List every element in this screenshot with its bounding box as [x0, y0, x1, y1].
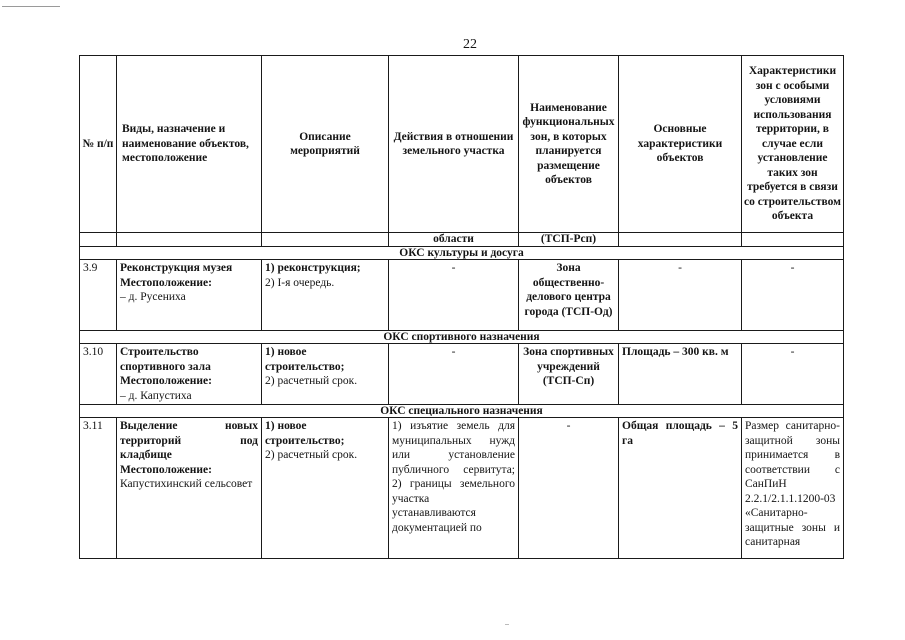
description-item: 1) новое строительство; — [265, 346, 345, 373]
description-cell — [262, 260, 389, 331]
location-label: Местоположение: — [120, 463, 212, 476]
description-item: 2) расчетный срок. — [265, 375, 358, 387]
row-number: 3.9 — [80, 260, 117, 331]
table-row — [80, 260, 844, 331]
header-restrictions: Характеристики зон с особыми условиями использования территории, в случае если установление таких зон требуется в связи со строительством объекта — [742, 56, 844, 233]
title-word: Выделение — [120, 420, 178, 432]
row-number: 3.10 — [80, 344, 117, 405]
object-title: Реконструкция музея — [120, 262, 233, 274]
object-title: Строительство спортивного зала — [120, 346, 211, 373]
restrictions-cell: - — [742, 344, 844, 405]
zone-cell: Зона спортивных учреждений (ТСП-Сп) — [519, 344, 619, 405]
description-cell — [262, 344, 389, 405]
actions-cell: - — [389, 344, 519, 405]
continuation-row — [80, 233, 844, 247]
title-word: территорий — [120, 434, 182, 447]
section-row-special — [80, 405, 844, 418]
section-title-culture: ОКС культуры и досуга — [80, 247, 844, 260]
title-word: новых — [224, 420, 258, 432]
continuation-zone: (ТСП-Рсп) — [519, 233, 619, 247]
description-item: 2) I-я очередь. — [265, 276, 335, 289]
description-item: 2) расчетный срок. — [265, 449, 358, 461]
description-cell — [262, 418, 389, 559]
scan-dot — [505, 624, 509, 625]
row-number: 3.11 — [80, 418, 117, 559]
object-title-line — [120, 419, 258, 434]
object-cell — [117, 344, 262, 405]
header-objects: Виды, назначение и наименование объектов, местоположение — [117, 56, 262, 233]
location-value: – д. Капустиха — [120, 389, 192, 402]
object-cell — [117, 260, 262, 331]
header-characteristics: Основные характеристики объектов — [619, 56, 742, 233]
table-row — [80, 344, 844, 405]
object-title-line: кладбище — [120, 449, 172, 461]
restrictions-cell: Размер санитарно-защитной зоны принимается в соответствии с СанПиН 2.2.1/2.1.1.1200-03 «Санитарно-защитные зоны и санитарная — [742, 418, 844, 559]
restrictions-cell: - — [742, 260, 844, 331]
object-cell — [117, 418, 262, 559]
section-title-sport: ОКС спортивного назначения — [80, 331, 844, 344]
section-row-sport — [80, 331, 844, 344]
location-label: Местоположение: — [120, 276, 212, 289]
location-value: – д. Русениха — [120, 291, 186, 303]
description-item: 1) реконструкция; — [265, 262, 361, 274]
header-zones: Наименование функциональных зон, в которых планируется размещение объектов — [519, 56, 619, 233]
location-value: Капустихинский сельсовет — [120, 478, 253, 490]
objects-table — [79, 55, 844, 559]
table-row — [80, 418, 844, 559]
location-label: Местоположение: — [120, 375, 212, 387]
object-title-line — [120, 434, 258, 449]
zone-cell: - — [519, 418, 619, 559]
characteristics-cell: Общая площадь – 5 га — [619, 418, 742, 559]
characteristics-cell: - — [619, 260, 742, 331]
header-num: № п/п — [80, 56, 117, 233]
corner-line — [2, 6, 60, 7]
title-word: под — [240, 434, 258, 447]
header-actions: Действия в отношении земельного участка — [389, 56, 519, 233]
characteristics-cell: Площадь – 300 кв. м — [619, 344, 742, 405]
section-title-special: ОКС специального назначения — [80, 405, 844, 418]
section-row-culture — [80, 247, 844, 260]
table-header-row — [80, 56, 844, 233]
zone-cell: Зона общественно-делового центра города (ТСП-Од) — [519, 260, 619, 331]
actions-cell: 1) изъятие земель для муниципальных нужд или установление публичного сервитута; 2) границы земельного участка устанавливаются документацией по — [389, 418, 519, 559]
actions-cell: - — [389, 260, 519, 331]
header-description: Описание мероприятий — [262, 56, 389, 233]
continuation-actions: области — [389, 233, 519, 247]
description-item: 1) новое строительство; — [265, 420, 345, 447]
page-number: 22 — [463, 37, 477, 52]
